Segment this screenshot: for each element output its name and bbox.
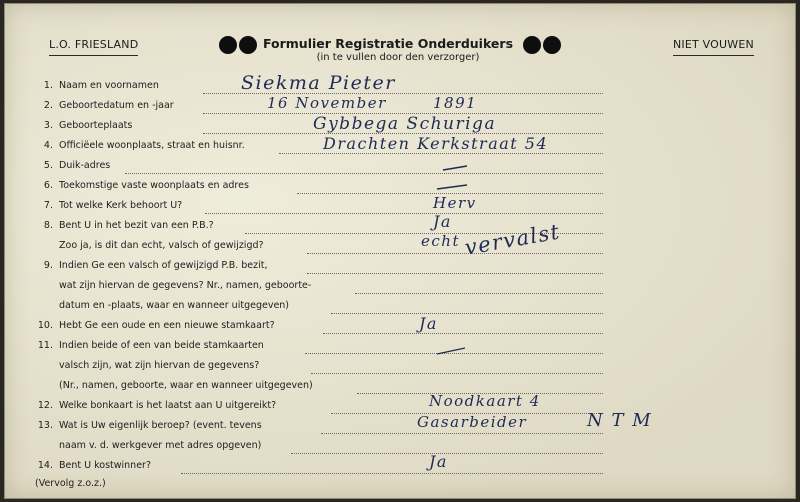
field-label: Toekomstige vaste woonplaats en adres [59, 180, 249, 191]
field-label: Geboortedatum en -jaar [59, 100, 174, 111]
field-row-9 [5, 260, 795, 277]
punch-hole-2 [239, 36, 257, 54]
field-number: 14. [37, 460, 53, 471]
field-number: 5. [43, 160, 53, 171]
handwritten-stamkaart: Ja [419, 314, 438, 333]
field-label: datum en -plaats, waar en wanneer uitgegeven) [59, 300, 290, 311]
field-row-11 [5, 340, 795, 357]
field-label: Indien beide of een van beide stamkaarten [59, 340, 264, 351]
field-label: naam v. d. werkgever met adres opgeven) [59, 440, 262, 451]
field-row-6 [5, 180, 795, 197]
field-number: 10. [37, 320, 53, 331]
handwritten-church: Herv [433, 194, 477, 212]
field-row-9c [5, 300, 795, 317]
field-number: 11. [37, 340, 53, 351]
field-row-11c [5, 380, 795, 397]
field-label: Bent U kostwinner? [59, 460, 151, 471]
field-row-9b [5, 280, 795, 297]
field-row-13 [5, 420, 795, 437]
field-row-13b [5, 440, 795, 457]
handwritten-birthplace: Gybbega Schuriga [313, 114, 497, 134]
continuation-note: (Vervolg z.o.z.) [35, 478, 106, 489]
dash-mark-duikadres [441, 162, 471, 174]
field-row-11b [5, 360, 795, 377]
punch-hole-4 [543, 36, 561, 54]
handwritten-pb-note: vervalst [462, 219, 563, 260]
field-number: 13. [37, 420, 53, 431]
punch-hole-1 [219, 36, 237, 54]
field-row-8 [5, 220, 795, 237]
field-number: 9. [43, 260, 53, 271]
handwritten-pb-type: echt [421, 232, 460, 250]
field-number: 8. [43, 220, 53, 231]
handwritten-pb: Ja [433, 212, 452, 231]
field-label: Hebt Ge een oude en een nieuwe stamkaart? [59, 320, 275, 331]
header-left-label: L.O. FRIESLAND [49, 38, 138, 51]
field-label: valsch zijn, wat zijn hiervan de gegevens? [59, 360, 260, 371]
form-title: Formulier Registratie Onderduikers [263, 36, 514, 51]
handwritten-beroep: Gasarbeider [417, 413, 528, 431]
registration-form-card [4, 3, 796, 499]
field-row-8b [5, 240, 795, 257]
field-number: 2. [43, 100, 53, 111]
field-label: Welke bonkaart is het laatst aan U uitgereikt? [59, 400, 277, 411]
field-number: 6. [43, 180, 53, 191]
field-label: Zoo ja, is dit dan echt, valsch of gewijzigd? [59, 240, 264, 251]
header-right-label: NIET VOUWEN [673, 38, 754, 51]
field-label: wat zijn hiervan de gegevens? Nr., namen, geboorte- [59, 280, 312, 291]
field-number: 3. [43, 120, 53, 131]
field-label: Officiëele woonplaats, straat en huisnr. [59, 140, 245, 151]
field-row-5 [5, 160, 795, 177]
field-number: 1. [43, 80, 53, 91]
handwritten-name: Siekma Pieter [241, 72, 396, 94]
field-label: Geboorteplaats [59, 120, 133, 131]
field-label: Duik-adres [59, 160, 111, 171]
handwritten-bonkaart: Noodkaart 4 [429, 392, 541, 410]
handwritten-birthyear: 1891 [433, 94, 478, 112]
field-label: (Nr., namen, geboorte, waar en wanneer uitgegeven) [59, 380, 313, 391]
handwritten-residence: Drachten Kerkstraat 54 [323, 134, 549, 153]
field-number: 7. [43, 200, 53, 211]
field-label: Naam en voornamen [59, 80, 159, 91]
field-label: Wat is Uw eigenlijk beroep? (event. tevens [59, 420, 262, 431]
form-subtitle: (in te vullen door den verzorger) [316, 52, 480, 63]
field-row-1 [5, 80, 795, 97]
field-row-14 [5, 460, 795, 477]
dash-mark-stamkaarten [435, 344, 469, 358]
field-label: Tot welke Kerk behoort U? [59, 200, 183, 211]
field-row-7 [5, 200, 795, 217]
field-label: Indien Ge een valsch of gewijzigd P.B. bezit, [59, 260, 268, 271]
field-row-12 [5, 400, 795, 417]
handwritten-werkgever: N T M [587, 410, 653, 431]
field-number: 4. [43, 140, 53, 151]
handwritten-birthdate: 16 November [267, 94, 387, 112]
field-number: 12. [37, 400, 53, 411]
handwritten-kostwinner: Ja [429, 452, 448, 471]
dash-mark-toekomstig [435, 181, 471, 193]
field-row-10 [5, 320, 795, 337]
field-label: Bent U in het bezit van een P.B.? [59, 220, 214, 231]
